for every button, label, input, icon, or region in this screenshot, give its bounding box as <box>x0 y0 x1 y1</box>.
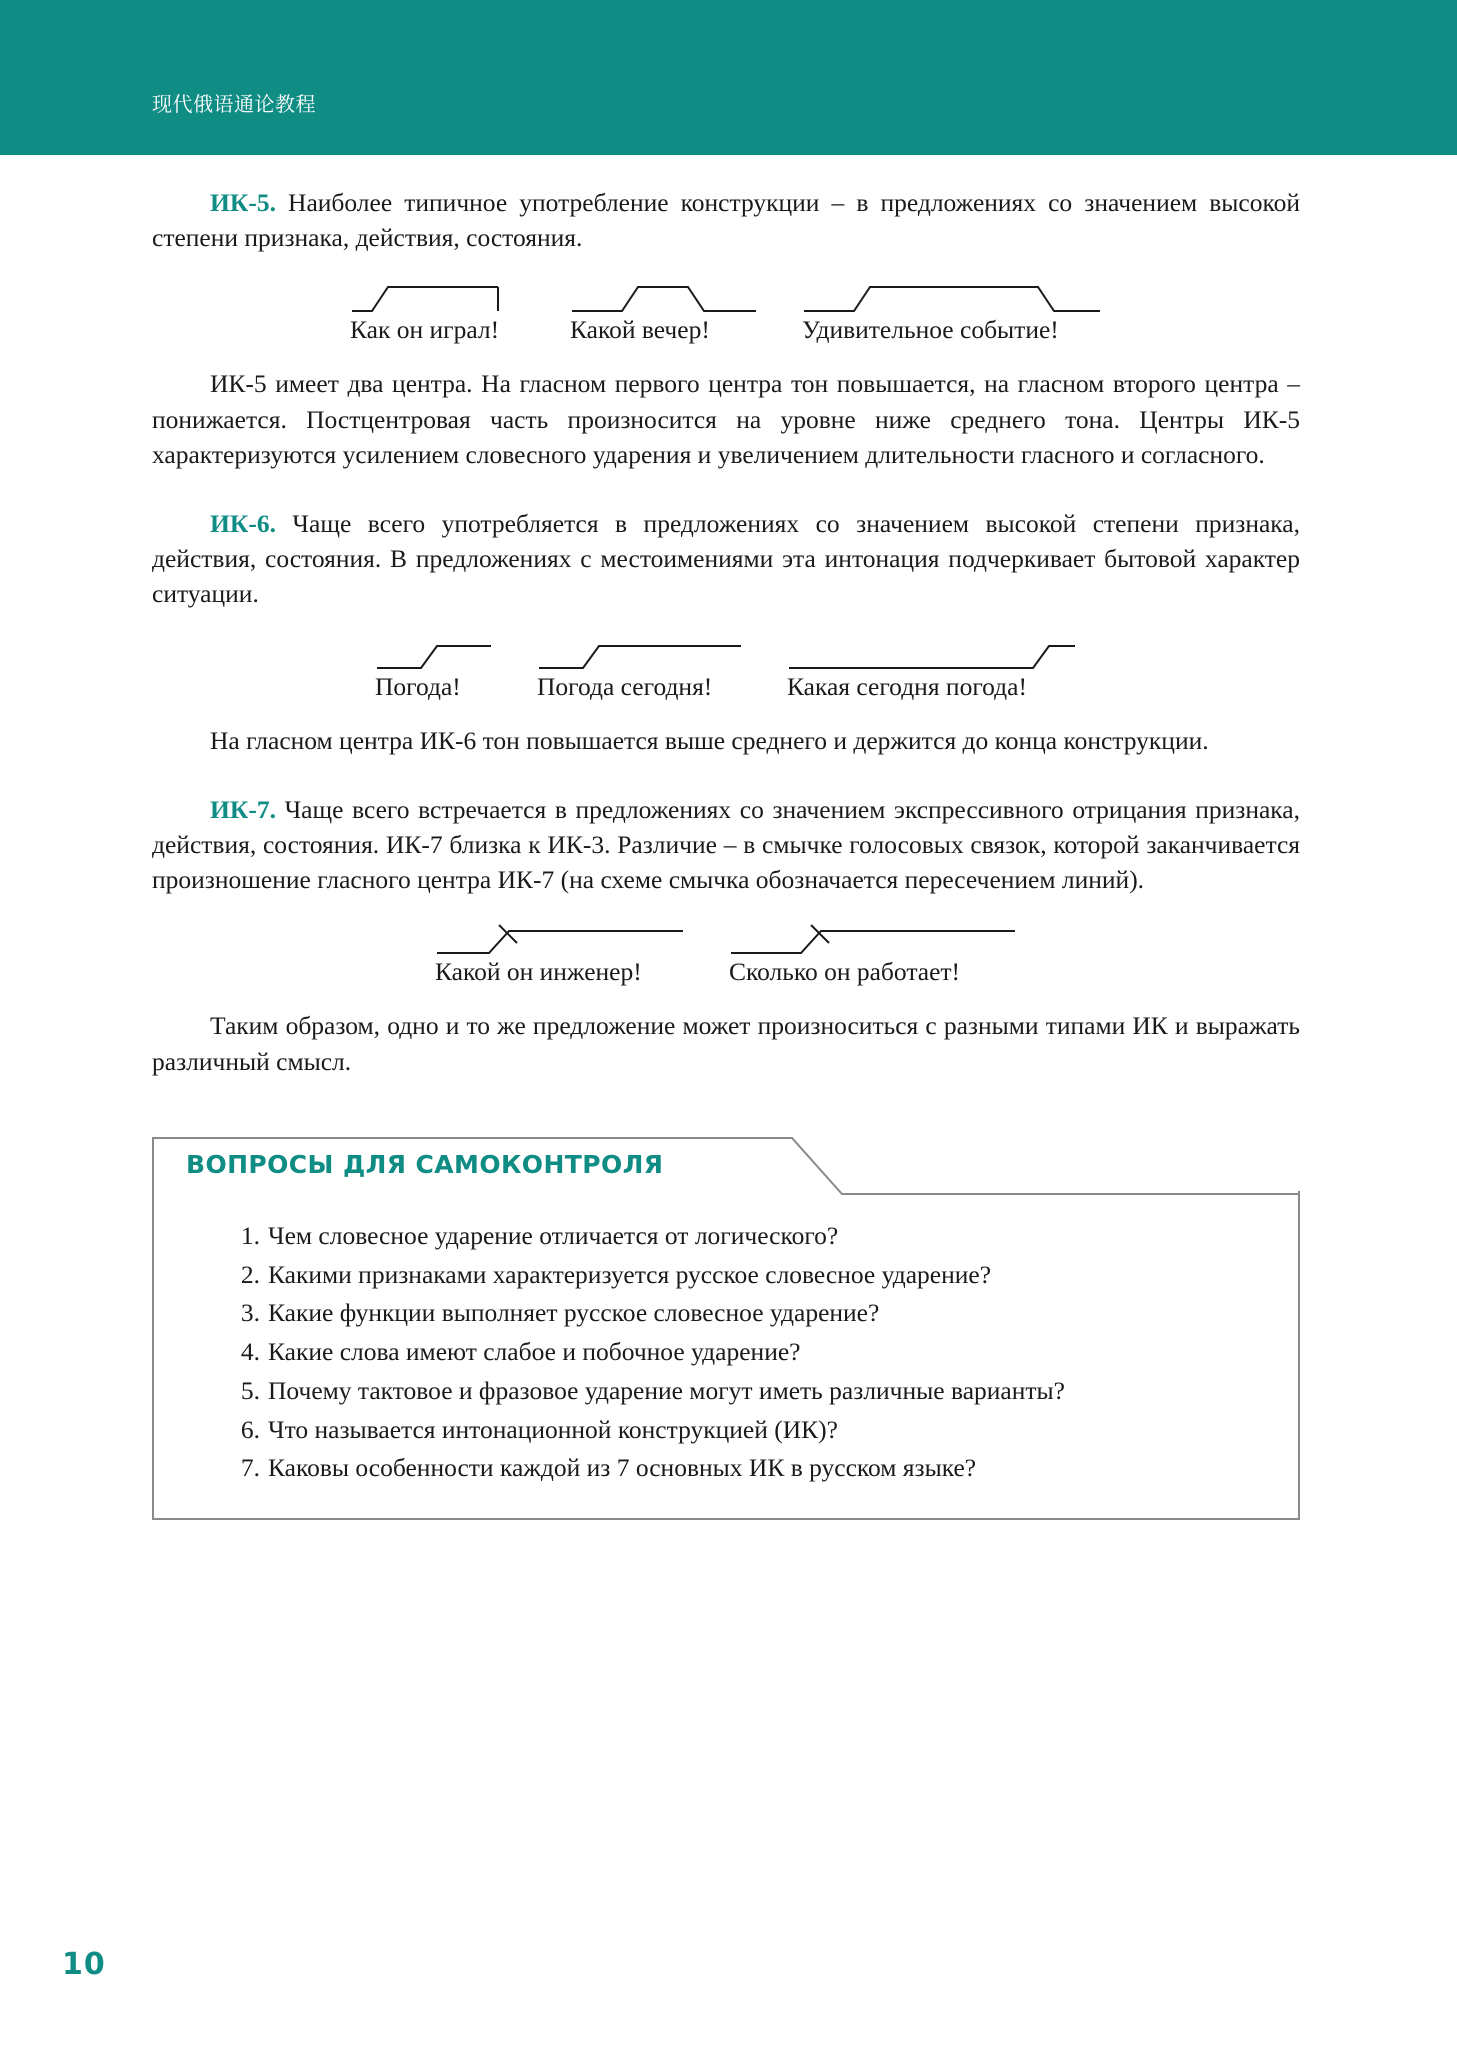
intonation-curve-icon <box>729 923 1017 957</box>
ik5-intro-text: Наиболее типичное употребление конструкции – в предложениях со значением высокой степени признака, действия, состояния. <box>152 188 1300 253</box>
scheme-item <box>537 638 743 701</box>
self-check-body <box>152 1191 1300 1520</box>
scheme-item <box>435 923 685 986</box>
page-number: 10 <box>62 1947 106 1982</box>
ik6-label: ИК-6. <box>210 508 276 538</box>
intonation-curve-icon <box>787 638 1077 672</box>
list-item: Какие слова имеют слабое и побочное ударение? <box>268 1337 801 1367</box>
example-text: Какой он инженер! <box>435 957 642 987</box>
self-check-block <box>152 1137 1300 1520</box>
paragraph-conclusion: Таким образом, одно и то же предложение может произноситься с разными типами ИК и выражать различный смысл. <box>152 1011 1300 1076</box>
self-check-question-list <box>184 1217 1268 1488</box>
paragraph-ik5-description: ИК-5 имеет два центра. На гласном первого центра тон повышается, на гласном второго центра – понижается. Постцентровая часть произносится на уровне ниже среднего тона. Центры ИК-5 характеризуются усилением словесного ударения и увеличением длительности гласного и согласного. <box>152 369 1300 469</box>
scheme-item <box>729 923 1017 986</box>
scheme-item <box>570 281 758 344</box>
ik5-label: ИК-5. <box>210 188 276 217</box>
ik7-intro-text: Чаще всего встречается в предложениях со значением экспрессивного отрицания признака, действия, состояния. ИК-7 близка к ИК-3. Различие – в смычке голосовых связок, которой заканчивается произношение гласного центра ИК-7 (на схеме смычка обозначается пересечением линий). <box>152 794 1300 895</box>
intonation-curve-icon <box>570 281 758 315</box>
example-text: Какой вечер! <box>570 315 710 345</box>
scheme-row-ik5 <box>152 281 1300 344</box>
scheme-item <box>802 281 1102 344</box>
example-text: Сколько он работает! <box>729 957 961 987</box>
paragraph-ik6-intro <box>152 506 1300 612</box>
list-item: Каковы особенности каждой из 7 основных ИК в русском языке? <box>268 1453 977 1483</box>
example-text: Погода сегодня! <box>537 671 713 701</box>
running-title: 现代俄语通论教程 <box>152 92 316 116</box>
list-item: Что называется интонационной конструкцией (ИК)? <box>268 1414 838 1444</box>
ik6-intro-text: Чаще всего употребляется в предложениях со значением высокой степени признака, действия, состояния. В предложениях с местоимениями эта интонация подчеркивает бытовой характер ситуации. <box>152 508 1300 609</box>
list-item: Почему тактовое и фразовое ударение могут иметь различные варианты? <box>268 1375 1065 1405</box>
content-column <box>152 185 1300 1520</box>
intonation-curve-icon <box>802 281 1102 315</box>
list-item: Чем словесное ударение отличается от логического? <box>268 1220 839 1250</box>
intonation-curve-icon <box>537 638 743 672</box>
paragraph-ik5-intro <box>152 185 1300 255</box>
self-check-title: ВОПРОСЫ ДЛЯ САМОКОНТРОЛЯ <box>186 1149 664 1179</box>
self-check-tab <box>152 1137 1300 1193</box>
ik7-label: ИК-7. <box>210 794 276 824</box>
list-item: Какие функции выполняет русское словесное ударение? <box>268 1298 880 1328</box>
intonation-curve-icon <box>435 923 685 957</box>
list-item: Какими признаками характеризуется русское словесное ударение? <box>268 1259 992 1289</box>
scheme-item <box>375 638 493 701</box>
intonation-curve-icon <box>375 638 493 672</box>
page-header-band <box>0 0 1457 155</box>
paragraph-ik7-intro <box>152 792 1300 898</box>
example-text: Погода! <box>375 671 461 701</box>
scheme-row-ik6 <box>152 638 1300 701</box>
paragraph-ik6-description: На гласном центра ИК-6 тон повышается выше среднего и держится до конца конструкции. <box>210 725 1209 755</box>
intonation-curve-icon <box>350 281 526 315</box>
page-body <box>0 155 1457 2048</box>
scheme-row-ik7 <box>152 923 1300 986</box>
scheme-item <box>350 281 526 344</box>
example-text: Какая сегодня погода! <box>787 671 1027 701</box>
scheme-item <box>787 638 1077 701</box>
example-text: Как он играл! <box>350 315 500 345</box>
example-text: Удивительное событие! <box>802 315 1059 345</box>
